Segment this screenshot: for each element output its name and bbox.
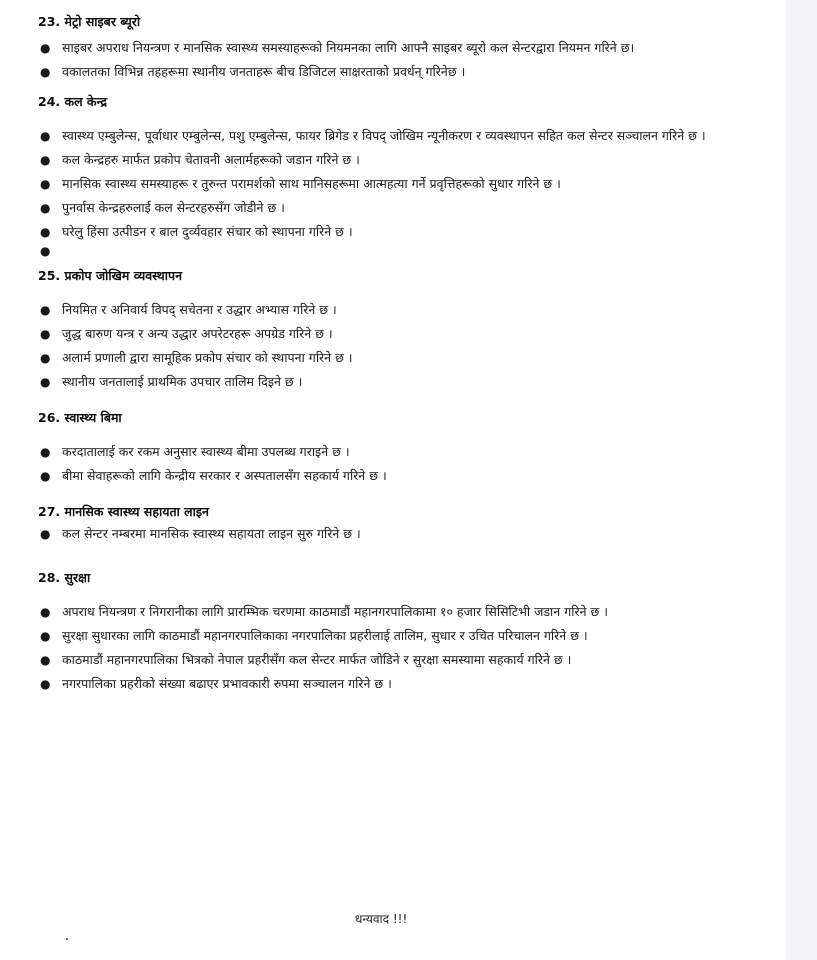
list-item: ● जुद्ध बारुण यन्त्र र अन्य उद्धार अपरेटरहरू अपग्रेड गरिने छ । <box>38 322 778 346</box>
section-title: 26. स्वास्थ्य बिमा <box>38 410 122 425</box>
document-body <box>38 12 778 696</box>
list-item: ● नियमित र अनिवार्य विपद् सचेतना र उद्धार अभ्यास गरिने छ । <box>38 298 778 322</box>
list-item: ● वकालतका विभिन्न तहहरूमा स्थानीय जनताहरू बीच डिजिटल साक्षरताको प्रवर्धन् गरिनेछ । <box>38 60 778 84</box>
section-24 <box>38 92 778 258</box>
section-title: 27. मानसिक स्वास्थ्य सहायता लाइन <box>38 504 209 519</box>
list-item: ● बीमा सेवाहरूको लागि केन्द्रीय सरकार र अस्पतालसँग सहकार्य गरिने छ । <box>38 464 778 488</box>
list-item: ● मानसिक स्वास्थ्य समस्याहरू र तुरुन्त परामर्शको साथ मानिसहरूमा आत्महत्या गर्ने प्रवृत्तिहरूको सुधार गरिने छ । <box>38 172 778 196</box>
bullet-icon: ● <box>40 629 51 643</box>
bullet-icon: ● <box>40 201 51 215</box>
bullet-icon: ● <box>40 605 51 619</box>
section-title: 24. कल केन्द्र <box>38 94 108 109</box>
bullet-icon: ● <box>40 445 51 459</box>
section-title: 25. प्रकोप जोखिम व्यवस्थापन <box>38 268 183 283</box>
bullet-icon: ● <box>40 469 51 483</box>
section-title: 23. मेट्रो साइबर ब्यूरो <box>38 14 141 29</box>
list-item <box>38 244 778 258</box>
bullet-icon: ● <box>40 527 51 541</box>
bullet-icon: ● <box>40 653 51 667</box>
list-item: ● कल सेन्टर नम्बरमा मानसिक स्वास्थ्य सहायता लाइन सुरु गरिने छ । <box>38 522 778 546</box>
list-item: ● अपराध नियन्त्रण र निगरानीका लागि प्रारम्भिक चरणमा काठमाडौं महानगरपालिकामा १० हजार सिसिटिभी जडान गरिने छ । <box>38 600 778 624</box>
bullet-icon: ● <box>40 327 51 341</box>
list-item: ● काठमाडौं महानगरपालिका भित्रको नेपाल प्रहरीसँग कल सेन्टर मार्फत जोडिने र सुरक्षा समस्यामा सहकार्य गरिने छ । <box>38 648 778 672</box>
list-item: ● साइबर अपराध नियन्त्रण र मानसिक स्वास्थ्य समस्याहरूको नियमनका लागि आफ्नै साइबर ब्यूरो कल सेन्टरद्वारा नियमन गरिने छ। <box>38 36 778 60</box>
bullet-icon: ● <box>40 65 51 79</box>
section-25 <box>38 266 778 394</box>
bullet-icon: ● <box>40 375 51 389</box>
bullet-icon: ● <box>40 129 51 143</box>
list-item: ● स्थानीय जनतालाई प्राथमिक उपचार तालिम दिइने छ । <box>38 370 778 394</box>
bullet-icon: ● <box>40 303 51 317</box>
list-item: ● कल केन्द्रहरु मार्फत प्रकोप चेतावनी अलार्महरूको जडान गरिने छ । <box>38 148 778 172</box>
list-item: ● घरेलु हिंसा उत्पीडन र बाल दुर्व्यवहार संचार को स्थापना गरिने छ । <box>38 220 778 244</box>
bullet-icon: ● <box>40 351 51 365</box>
page-margin-strip <box>786 0 817 960</box>
list-item: ● पुनर्वास केन्द्रहरुलाई कल सेन्टरहरुसँग जोडीने छ । <box>38 196 778 220</box>
section-title: 28. सुरक्षा <box>38 570 91 585</box>
bullet-icon: ● <box>40 225 51 239</box>
list-item: ● अलार्म प्रणाली द्वारा सामूहिक प्रकोप संचार को स्थापना गरिने छ । <box>38 346 778 370</box>
list-item: ● सुरक्षा सुधारका लागि काठमाडौं महानगरपालिकाका नगरपालिका प्रहरीलाई तालिम, सुधार र उचित परिचालन गरिने छ । <box>38 624 778 648</box>
list-item: ● स्वास्थ्य एम्बुलेन्स, पूर्वाधार एम्बुलेन्स, पशु एम्बुलेन्स, फायर ब्रिगेड र विपद् जोखिम न्यूनीकरण र व्यवस्थापन सहित कल सेन्टर सञ्चालन गरिने छ । <box>38 124 778 148</box>
bullet-icon: ● <box>40 677 51 691</box>
closing-thanks: धन्यवाद !!! <box>355 912 408 926</box>
section-26 <box>38 408 778 488</box>
list-item: ● नगरपालिका प्रहरीको संख्या बढाएर प्रभावकारी रुपमा सञ्चालन गरिने छ । <box>38 672 778 696</box>
bullet-icon: ● <box>40 177 51 191</box>
stray-dot <box>66 938 68 940</box>
section-28 <box>38 568 778 696</box>
bullet-icon: ● <box>40 244 51 258</box>
bullet-icon: ● <box>40 153 51 167</box>
bullet-icon: ● <box>40 41 51 55</box>
list-item: ● करदातालाई कर रकम अनुसार स्वास्थ्य बीमा उपलब्ध गराइने छ । <box>38 440 778 464</box>
section-23 <box>38 12 778 84</box>
section-27 <box>38 502 778 546</box>
